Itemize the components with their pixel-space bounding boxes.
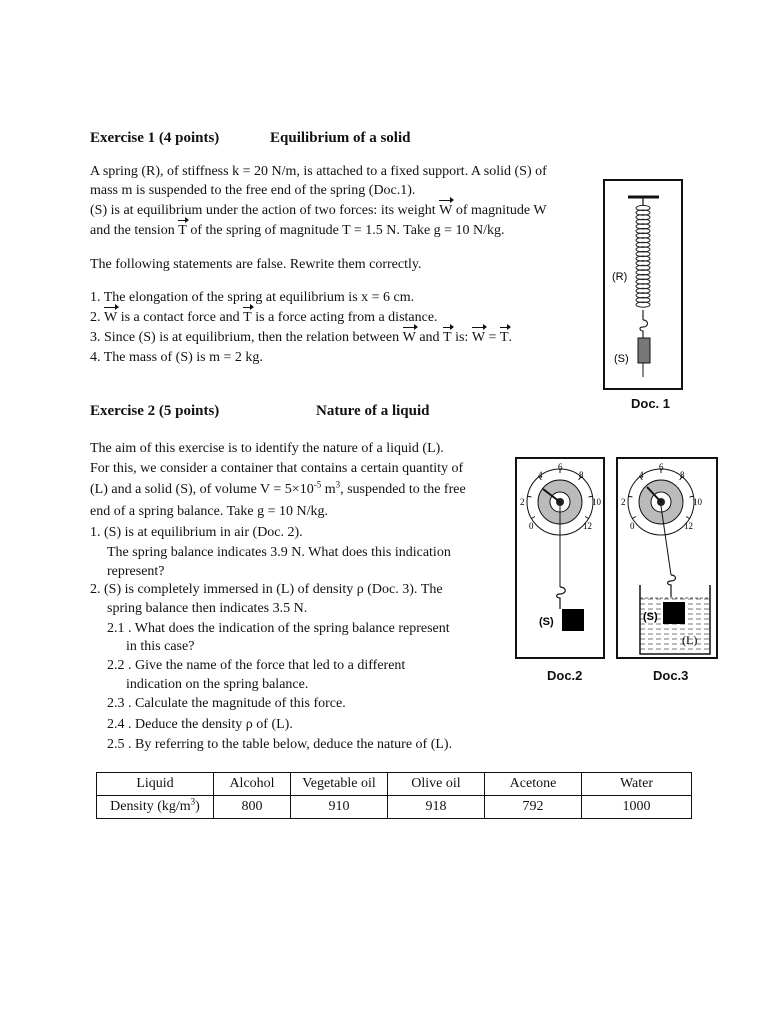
- solid-s: [638, 338, 650, 363]
- ex2-question-2-2: 2.2 . Give the name of the force that led to a different: [107, 658, 406, 673]
- table-cell: Alcohol: [214, 773, 291, 796]
- doc3-figure: [616, 457, 718, 660]
- ex1-text-line: A spring (R), of stiffness k = 20 N/m, is attached to a fixed support. A solid (S) of: [90, 164, 547, 179]
- label-s: (S): [539, 616, 554, 628]
- tick-label-8: 8: [680, 470, 685, 480]
- ex2-question-2-5: 2.5 . By referring to the table below, deduce the nature of (L).: [107, 737, 453, 752]
- ex1-statement-4: 4. The mass of (S) is m = 2 kg.: [90, 350, 263, 365]
- ex2-text-line: The aim of this exercise is to identify the nature of a liquid (L).: [90, 441, 444, 456]
- hook: [557, 587, 566, 609]
- density-table: [96, 772, 692, 819]
- table-cell: Olive oil: [388, 773, 485, 796]
- ex2-question-2-2-text: indication on the spring balance.: [126, 677, 309, 692]
- dial-tick: [528, 496, 532, 497]
- tick-label-12: 12: [684, 521, 693, 531]
- label-l: (L): [682, 633, 698, 647]
- table-cell: 910: [291, 796, 388, 819]
- ex2-text-line: For this, we consider a container that contains a certain quantity of: [90, 461, 464, 476]
- label-s: (S): [643, 611, 658, 623]
- tick-label-2: 2: [621, 497, 626, 507]
- exercise-2-heading: Exercise 2 (5 points): [90, 403, 220, 419]
- ex2-text-line: (L) and a solid (S), of volume $V = 5\times 10^{-5}$ $m^3$, suspended to the free: [90, 479, 466, 497]
- label-r: (R): [612, 271, 628, 283]
- table-cell: Vegetable oil: [291, 773, 388, 796]
- tick-label-8: 8: [579, 470, 584, 480]
- doc2-label: Doc.2: [547, 668, 583, 683]
- table-cell: Acetone: [485, 773, 582, 796]
- ex2-text-line: end of a spring balance. Take g = 10 N/kg.: [90, 504, 328, 519]
- table-cell: 918: [388, 796, 485, 819]
- table-cell: Water: [582, 773, 692, 796]
- exercise-1-heading: Exercise 1 (4 points): [90, 130, 220, 146]
- exercise-1-title: Equilibrium of a solid: [270, 130, 411, 146]
- hook: [668, 575, 676, 597]
- table-header-cell: Density $(kg/m^3)$: [97, 796, 214, 819]
- ex1-text-line: (S) is at equilibrium under the action of two forces: its weight W of magnitude W: [90, 203, 547, 218]
- tick-label-6: 6: [659, 462, 664, 472]
- ex2-question-2-3: 2.3 . Calculate the magnitude of this force.: [107, 696, 346, 711]
- doc1-figure: [603, 179, 683, 391]
- label-s: (S): [614, 353, 629, 365]
- tick-label-12: 12: [583, 521, 592, 531]
- ex2-question-1-text: represent?: [107, 564, 165, 579]
- table-row: [97, 773, 692, 796]
- ex1-text-line: mass m is suspended to the free end of the spring (Doc.1).: [90, 183, 416, 198]
- tick-label-10: 10: [592, 497, 601, 507]
- tick-label-0: 0: [630, 521, 635, 531]
- tick-label-4: 4: [538, 470, 543, 480]
- weight-vector: W: [439, 203, 453, 218]
- doc2-figure: [515, 457, 605, 660]
- ex2-question-2-1-text: in this case?: [126, 639, 195, 654]
- ex1-statement-2: 2. W is a contact force and T is a force acting from a distance.: [90, 310, 438, 325]
- ex2-question-1-text: The spring balance indicates 3.9 N. What does this indication: [107, 545, 451, 560]
- table-cell: 1000: [582, 796, 692, 819]
- exercise-2-title: Nature of a liquid: [316, 403, 430, 419]
- solid-s: [562, 609, 584, 631]
- spring-hook: [640, 310, 648, 338]
- table-row: [97, 796, 692, 819]
- ex1-statement-3: 3. Since (S) is at equilibrium, then the relation between W and T is: W = T.: [90, 330, 513, 345]
- tick-label-2: 2: [520, 497, 525, 507]
- table-cell: 792: [485, 796, 582, 819]
- tension-vector: T: [178, 223, 187, 238]
- tick-label-0: 0: [529, 521, 534, 531]
- ex2-question-2: 2. (S) is completely immersed in (L) of density ρ (Doc. 3). The: [90, 582, 443, 597]
- ex1-text-line: and the tension T of the spring of magnitude T = 1.5 N. Take g = 10 N/kg.: [90, 223, 505, 238]
- ex2-question-2-4: 2.4 . Deduce the density ρ of (L).: [107, 717, 293, 732]
- tick-label-6: 6: [558, 462, 563, 472]
- ex2-question-2-text: spring balance then indicates 3.5 N.: [107, 601, 308, 616]
- ex1-statement-1: 1. The elongation of the spring at equilibrium is x = 6 cm.: [90, 290, 415, 305]
- table-cell: 800: [214, 796, 291, 819]
- doc3-label: Doc.3: [653, 668, 689, 683]
- doc1-label: Doc. 1: [631, 396, 671, 411]
- ex1-instruction: The following statements are false. Rewrite them correctly.: [90, 257, 422, 272]
- solid-s: [663, 602, 685, 624]
- dial-tick: [629, 496, 633, 497]
- spring-coil: [636, 205, 650, 307]
- tick-label-4: 4: [639, 470, 644, 480]
- ex2-question-1: 1. (S) is at equilibrium in air (Doc. 2).: [90, 525, 303, 540]
- table-header-cell: Liquid: [97, 773, 214, 796]
- ex2-question-2-1: 2.1 . What does the indication of the spring balance represent: [107, 621, 450, 636]
- tick-label-10: 10: [693, 497, 702, 507]
